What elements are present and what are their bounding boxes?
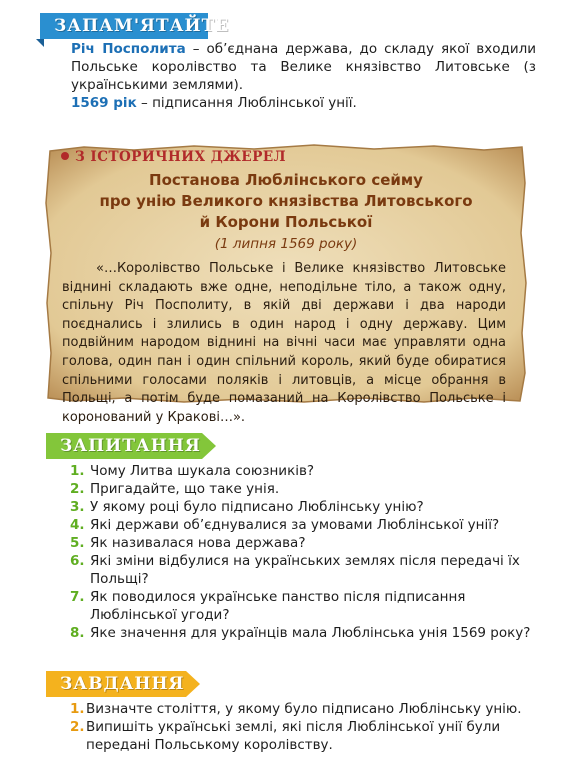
question-number: 3. bbox=[70, 499, 85, 515]
source-title-line: й Корони Польської bbox=[199, 213, 373, 231]
remember-heading: ЗАПАМ'ЯТАЙТЕ bbox=[54, 16, 230, 36]
questions-banner bbox=[46, 433, 202, 459]
term-rich-pospolyta: Річ Посполита bbox=[71, 41, 186, 57]
question-number: 7. bbox=[70, 589, 85, 605]
question-item bbox=[70, 462, 540, 480]
question-number: 5. bbox=[70, 535, 85, 551]
task-item bbox=[70, 700, 540, 718]
question-number: 8. bbox=[70, 625, 85, 641]
task-number: 2. bbox=[70, 719, 85, 735]
question-item bbox=[70, 588, 540, 624]
question-text: Які зміни відбулися на українських землях після передачі їх Польщі? bbox=[90, 553, 520, 587]
source-quote: «…Королівство Польське і Велике князівство Литовське віднині складають вже одне, неподільне тіло, а також одну, спільну Річ Посполиту, в якій дві держави і два народи поєднались і злились в один народ і одну державу. Цим подвійним народом віднині на вічні часи має управляти одна голова, один пан і один спільний король, який буде обиратися спільними голосами поляків і литовців, а місце обрання в Польщі, а потім буде помазаний на Королівство Польське і коронований у Кракові…». bbox=[62, 261, 506, 425]
source-title-line: про унію Великого князівства Литовського bbox=[99, 192, 473, 210]
date-definition-text: – підписання Люблінської унії. bbox=[136, 95, 357, 111]
question-item bbox=[70, 516, 540, 534]
question-text: Як поводилося українське панство після підписання Люблінської угоди? bbox=[90, 589, 466, 623]
task-text: Випишіть українські землі, які після Люблінської унії були передані Польському королівству. bbox=[86, 719, 501, 753]
task-item bbox=[70, 718, 540, 754]
definition-text: – об’єднана держава, до складу якої входили Польське королівство та Велике князівство Литовське (з українськими землями). bbox=[71, 41, 536, 93]
questions-list bbox=[70, 462, 540, 642]
term-year: 1569 рік bbox=[71, 95, 137, 111]
date-definition bbox=[71, 94, 357, 112]
questions-heading: ЗАПИТАННЯ bbox=[60, 436, 201, 456]
question-text: Пригадайте, що таке унія. bbox=[90, 481, 280, 497]
question-item bbox=[70, 552, 540, 588]
definition-paragraph bbox=[71, 40, 536, 94]
question-number: 1. bbox=[70, 463, 85, 479]
source-title-line: Постанова Люблінського сейму bbox=[149, 171, 423, 189]
question-text: Як називалася нова держава? bbox=[90, 535, 306, 551]
source-heading bbox=[61, 149, 286, 165]
question-item bbox=[70, 480, 540, 498]
source-date: (1 липня 1569 року) bbox=[214, 236, 358, 252]
tasks-heading: ЗАВДАННЯ bbox=[60, 674, 185, 694]
source-heading-text: З ІСТОРИЧНИХ ДЖЕРЕЛ bbox=[75, 149, 287, 165]
question-item bbox=[70, 498, 540, 516]
question-number: 2. bbox=[70, 481, 85, 497]
question-text: У якому році було підписано Люблінську унію? bbox=[90, 499, 424, 515]
tasks-banner bbox=[46, 671, 186, 697]
question-text: Яке значення для українців мала Люблінська унія 1569 року? bbox=[90, 625, 531, 641]
question-item bbox=[70, 624, 540, 642]
bullet-icon bbox=[61, 152, 69, 160]
question-item bbox=[70, 534, 540, 552]
question-text: Чому Литва шукала союзників? bbox=[90, 463, 315, 479]
question-text: Які держави об’єднувалися за умовами Люблінської унії? bbox=[90, 517, 500, 533]
source-title bbox=[84, 170, 488, 233]
task-text: Визначте століття, у якому було підписано Люблінську унію. bbox=[86, 701, 522, 717]
question-number: 6. bbox=[70, 553, 85, 569]
question-number: 4. bbox=[70, 517, 85, 533]
tasks-list bbox=[70, 700, 540, 754]
remember-banner bbox=[40, 13, 230, 39]
task-number: 1. bbox=[70, 701, 85, 717]
